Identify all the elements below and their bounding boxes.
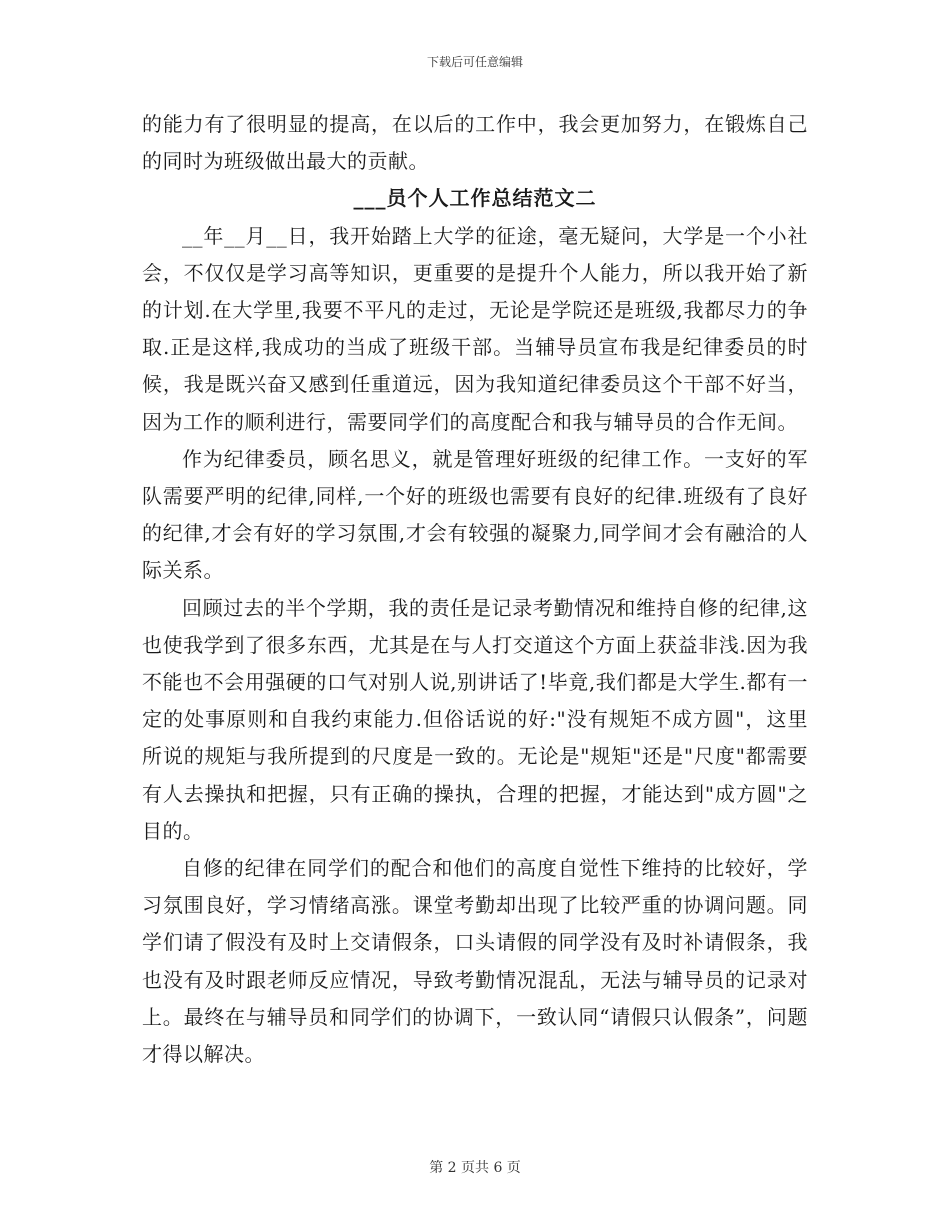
body-paragraph-2: 作为纪律委员，顾名思义，就是管理好班级的纪律工作。一支好的军队需要严明的纪律,同样,一个好的班级也需要有良好的纪律.班级有了良好的纪律,才会有好的学习氛围,才会有较强的凝聚力,同学间才会有融洽的人际关系。 <box>142 446 808 583</box>
continuation-paragraph: 的能力有了很明显的提高，在以后的工作中，我会更加努力，在锻炼自己的同时为班级做出最大的贡献。 <box>142 112 808 174</box>
body-paragraph-3: 回顾过去的半个学期，我的责任是记录考勤情况和维持自修的纪律,这也使我学到了很多东西，尤其是在与人打交道这个方面上获益非浅.因为我不能也不会用强硬的口气对别人说,别讲话了!毕竟,我们都是大学生.都有一定的处事原则和自我约束能力.但俗话说的好:"没有规矩不成方圆"，这里所说的规矩与我所提到的尺度是一致的。无论是"规矩"还是"尺度"都需要有人去操执和把握，只有正确的操执，合理的把握，才能达到"成方圆"之目的。 <box>142 595 808 843</box>
section-title: ___员个人工作总结范文二 <box>353 186 597 211</box>
page-footer: 第 2 页共 6 页 <box>429 1160 521 1176</box>
page-header: 下载后可任意编辑 <box>426 55 523 69</box>
body-paragraph-4: 自修的纪律在同学们的配合和他们的高度自觉性下维持的比较好，学习氛围良好，学习情绪高涨。课堂考勤却出现了比较严重的协调问题。同学们请了假没有及时上交请假条，口头请假的同学没有及时补请假条，我也没有及时跟老师反应情况，导致考勤情况混乱，无法与辅导员的记录对上。最终在与辅导员和同学们的协调下，一致认同“请假只认假条”，问题才得以解决。 <box>142 856 808 1067</box>
document-body <box>142 106 808 1073</box>
body-paragraph-1: __年__月__日，我开始踏上大学的征途，毫无疑问，大学是一个小社会，不仅仅是学习高等知识，更重要的是提升个人能力，所以我开始了新的计划.在大学里,我要不平凡的走过，无论是学院还是班级,我都尽力的争取.正是这样,我成功的当成了班级干部。当辅导员宣布我是纪律委员的时候，我是既兴奋又感到任重道远，因为我知道纪律委员这个干部不好当，因为工作的顺利进行，需要同学们的高度配合和我与辅导员的合作无间。 <box>142 223 808 434</box>
